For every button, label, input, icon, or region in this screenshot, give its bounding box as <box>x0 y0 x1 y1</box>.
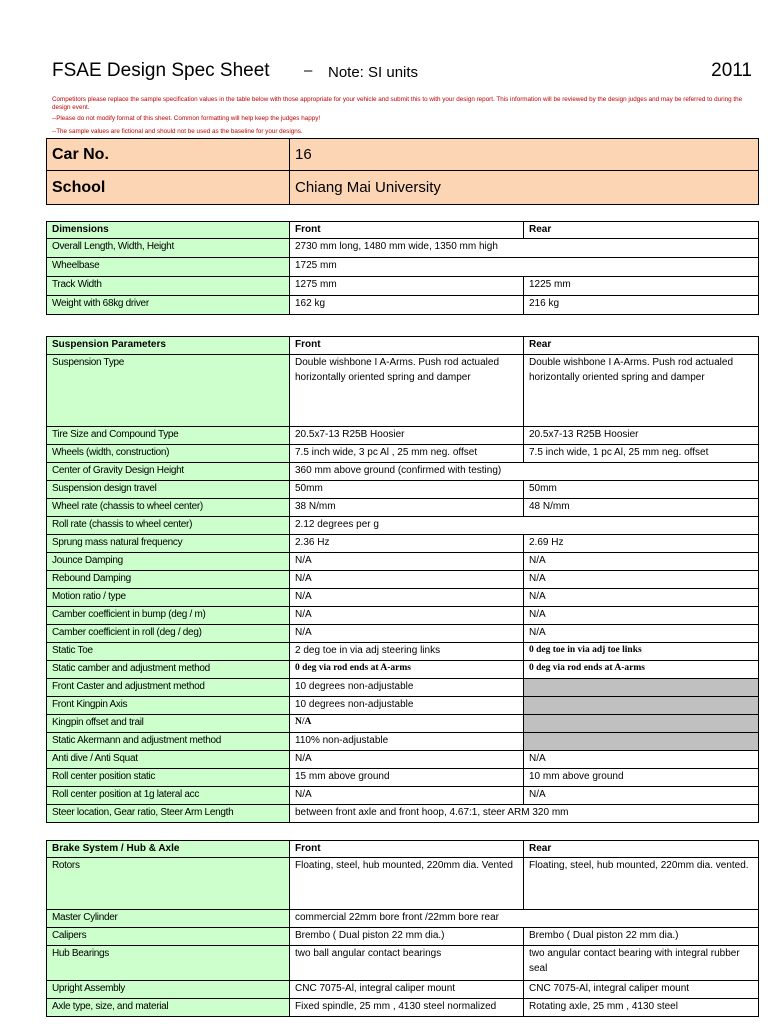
table-row <box>47 589 759 607</box>
front-value: 0 deg via rod ends at A-arms <box>290 661 524 679</box>
row-label: Anti dive / Anti Squat <box>47 751 290 769</box>
table-row <box>47 517 759 535</box>
front-column-header: Front <box>290 222 524 239</box>
sheet-year: 2011 <box>711 60 752 81</box>
rear-value: Double wishbone I A-Arms. Push rod actualed horizontally oriented spring and damper <box>524 355 759 427</box>
table-header-row <box>47 222 759 239</box>
table-row <box>47 946 759 981</box>
front-value: 7.5 inch wide, 3 pc Al , 25 mm neg. offset <box>290 445 524 463</box>
table-row <box>47 643 759 661</box>
front-value: 10 degrees non-adjustable <box>290 679 524 697</box>
table-row <box>47 910 759 928</box>
table-row <box>47 661 759 679</box>
table-row <box>47 296 759 315</box>
front-value: Floating, steel, hub mounted, 220mm dia. Vented <box>290 858 524 910</box>
rear-value: 20.5x7-13 R25B Hoosier <box>524 427 759 445</box>
row-label: Kingpin offset and trail <box>47 715 290 733</box>
row-label: Wheelbase <box>47 258 290 277</box>
rear-value: Floating, steel, hub mounted, 220mm dia. vented. <box>524 858 759 910</box>
front-value: N/A <box>290 625 524 643</box>
row-label: Motion ratio / type <box>47 589 290 607</box>
rear-value: 0 deg via rod ends at A-arms <box>524 661 759 679</box>
rear-column-header: Rear <box>524 337 759 355</box>
car-no-value: 16 <box>290 139 759 171</box>
front-value: CNC 7075-Al, integral caliper mount <box>290 981 524 999</box>
front-value: Fixed spindle, 25 mm , 4130 steel normalized <box>290 999 524 1017</box>
front-value: two ball angular contact bearings <box>290 946 524 981</box>
row-label: Hub Bearings <box>47 946 290 981</box>
car-info-table <box>46 138 759 205</box>
row-label: Camber coefficient in roll (deg / deg) <box>47 625 290 643</box>
row-label: Static Akermann and adjustment method <box>47 733 290 751</box>
rear-value <box>524 733 759 751</box>
rear-value: 50mm <box>524 481 759 499</box>
row-label: Jounce Damping <box>47 553 290 571</box>
front-value: 2730 mm long, 1480 mm wide, 1350 mm high <box>290 239 759 258</box>
rear-column-header: Rear <box>524 222 759 239</box>
front-value: 50mm <box>290 481 524 499</box>
table-row <box>47 769 759 787</box>
row-label: Rebound Damping <box>47 571 290 589</box>
front-value: Double wishbone I A-Arms. Push rod actualed horizontally oriented spring and damper <box>290 355 524 427</box>
table-row <box>47 679 759 697</box>
rear-value: 0 deg toe in via adj toe links <box>524 643 759 661</box>
front-value: N/A <box>290 589 524 607</box>
table-row <box>47 733 759 751</box>
table-header-row <box>47 337 759 355</box>
row-label: Center of Gravity Design Height <box>47 463 290 481</box>
section-title: Suspension Parameters <box>47 337 290 355</box>
rear-value: N/A <box>524 751 759 769</box>
row-label: Roll center position at 1g lateral acc <box>47 787 290 805</box>
rear-value: N/A <box>524 589 759 607</box>
front-value: N/A <box>290 715 524 733</box>
front-value: N/A <box>290 751 524 769</box>
rear-value: N/A <box>524 571 759 589</box>
title-dash: – <box>304 62 313 79</box>
row-label: Steer location, Gear ratio, Steer Arm Length <box>47 805 290 823</box>
rear-value: 216 kg <box>524 296 759 315</box>
rear-value <box>524 715 759 733</box>
front-value: 20.5x7-13 R25B Hoosier <box>290 427 524 445</box>
rear-value: Brembo ( Dual piston 22 mm dia.) <box>524 928 759 946</box>
table-row <box>47 571 759 589</box>
front-value: N/A <box>290 553 524 571</box>
row-label: Wheels (width, construction) <box>47 445 290 463</box>
front-value: commercial 22mm bore front /22mm bore rear <box>290 910 759 928</box>
rear-value <box>524 697 759 715</box>
table-row <box>47 445 759 463</box>
row-label: Track Width <box>47 277 290 296</box>
units-note: Note: SI units <box>328 64 419 81</box>
instruction-text: --The sample values are fictional and should not be used as the baseline for your designs. <box>52 128 303 135</box>
rear-value: N/A <box>524 787 759 805</box>
table-row <box>47 999 759 1017</box>
table-row <box>47 981 759 999</box>
instruction-text: Competitors please replace the sample specification values in the table below with those appropriate for your vehicle and submit this to with your design report. This information will be reviewed by the design judges and may be referred to during the design event. <box>52 96 743 111</box>
table-row <box>47 805 759 823</box>
front-column-header: Front <box>290 337 524 355</box>
table-row <box>47 463 759 481</box>
table-row <box>47 499 759 517</box>
table-row <box>47 787 759 805</box>
front-value: Brembo ( Dual piston 22 mm dia.) <box>290 928 524 946</box>
row-label: Tire Size and Compound Type <box>47 427 290 445</box>
rear-value: N/A <box>524 607 759 625</box>
row-label: Front Caster and adjustment method <box>47 679 290 697</box>
table-header-row <box>47 841 759 858</box>
table-row <box>47 535 759 553</box>
suspension-table <box>46 336 759 823</box>
row-label: Static Toe <box>47 643 290 661</box>
front-value: 162 kg <box>290 296 524 315</box>
row-label: Sprung mass natural frequency <box>47 535 290 553</box>
table-row <box>47 481 759 499</box>
table-row <box>47 553 759 571</box>
front-column-header: Front <box>290 841 524 858</box>
table-row <box>47 715 759 733</box>
rear-value: N/A <box>524 625 759 643</box>
row-label: Overall Length, Width, Height <box>47 239 290 258</box>
rear-value: two angular contact bearing with integral rubber seal <box>524 946 759 981</box>
front-value: 10 degrees non-adjustable <box>290 697 524 715</box>
front-value: 1725 mm <box>290 258 759 277</box>
row-label: Roll center position static <box>47 769 290 787</box>
row-label: Calipers <box>47 928 290 946</box>
front-value: N/A <box>290 571 524 589</box>
rear-value: N/A <box>524 553 759 571</box>
rear-value: CNC 7075-Al, integral caliper mount <box>524 981 759 999</box>
car-no-label: Car No. <box>47 139 290 171</box>
table-row <box>47 427 759 445</box>
row-label: Axle type, size, and material <box>47 999 290 1017</box>
table-row <box>47 928 759 946</box>
rear-value: 7.5 inch wide, 1 pc Al, 25 mm neg. offset <box>524 445 759 463</box>
school-label: School <box>47 171 290 205</box>
section-title: Dimensions <box>47 222 290 239</box>
row-label: Static camber and adjustment method <box>47 661 290 679</box>
front-value: 1275 mm <box>290 277 524 296</box>
row-label: Front Kingpin Axis <box>47 697 290 715</box>
row-label: Weight with 68kg driver <box>47 296 290 315</box>
front-value: 360 mm above ground (confirmed with testing) <box>290 463 759 481</box>
row-label: Master Cylinder <box>47 910 290 928</box>
rear-value: 10 mm above ground <box>524 769 759 787</box>
table-row <box>47 607 759 625</box>
row-label: Roll rate (chassis to wheel center) <box>47 517 290 535</box>
row-label: Suspension Type <box>47 355 290 427</box>
front-value: between front axle and front hoop, 4.67:1, steer ARM 320 mm <box>290 805 759 823</box>
rear-value: 48 N/mm <box>524 499 759 517</box>
section-title: Brake System / Hub & Axle <box>47 841 290 858</box>
front-value: 15 mm above ground <box>290 769 524 787</box>
sheet-header <box>52 60 752 90</box>
rear-value <box>524 679 759 697</box>
table-row <box>47 258 759 277</box>
rear-column-header: Rear <box>524 841 759 858</box>
table-row <box>47 277 759 296</box>
row-label: Camber coefficient in bump (deg / m) <box>47 607 290 625</box>
row-label: Wheel rate (chassis to wheel center) <box>47 499 290 517</box>
front-value: 2.36 Hz <box>290 535 524 553</box>
table-row <box>47 697 759 715</box>
front-value: N/A <box>290 607 524 625</box>
row-label: Upright Assembly <box>47 981 290 999</box>
front-value: 2.12 degrees per g <box>290 517 759 535</box>
rear-value: 1225 mm <box>524 277 759 296</box>
rear-value: Rotating axle, 25 mm , 4130 steel <box>524 999 759 1017</box>
sheet-title: FSAE Design Spec Sheet <box>52 60 270 81</box>
instruction-text: --Please do not modify format of this sheet. Common formatting will help keep the judges happy! <box>52 115 321 122</box>
table-row <box>47 355 759 427</box>
front-value: N/A <box>290 787 524 805</box>
row-label: Suspension design travel <box>47 481 290 499</box>
school-value: Chiang Mai University <box>290 171 759 205</box>
front-value: 38 N/mm <box>290 499 524 517</box>
brakes-table <box>46 840 759 1017</box>
table-row <box>47 858 759 910</box>
rear-value: 2.69 Hz <box>524 535 759 553</box>
row-label: Rotors <box>47 858 290 910</box>
table-row <box>47 239 759 258</box>
table-row <box>47 625 759 643</box>
table-row <box>47 751 759 769</box>
dimensions-table <box>46 221 759 315</box>
front-value: 110% non-adjustable <box>290 733 524 751</box>
front-value: 2 deg toe in via adj steering links <box>290 643 524 661</box>
